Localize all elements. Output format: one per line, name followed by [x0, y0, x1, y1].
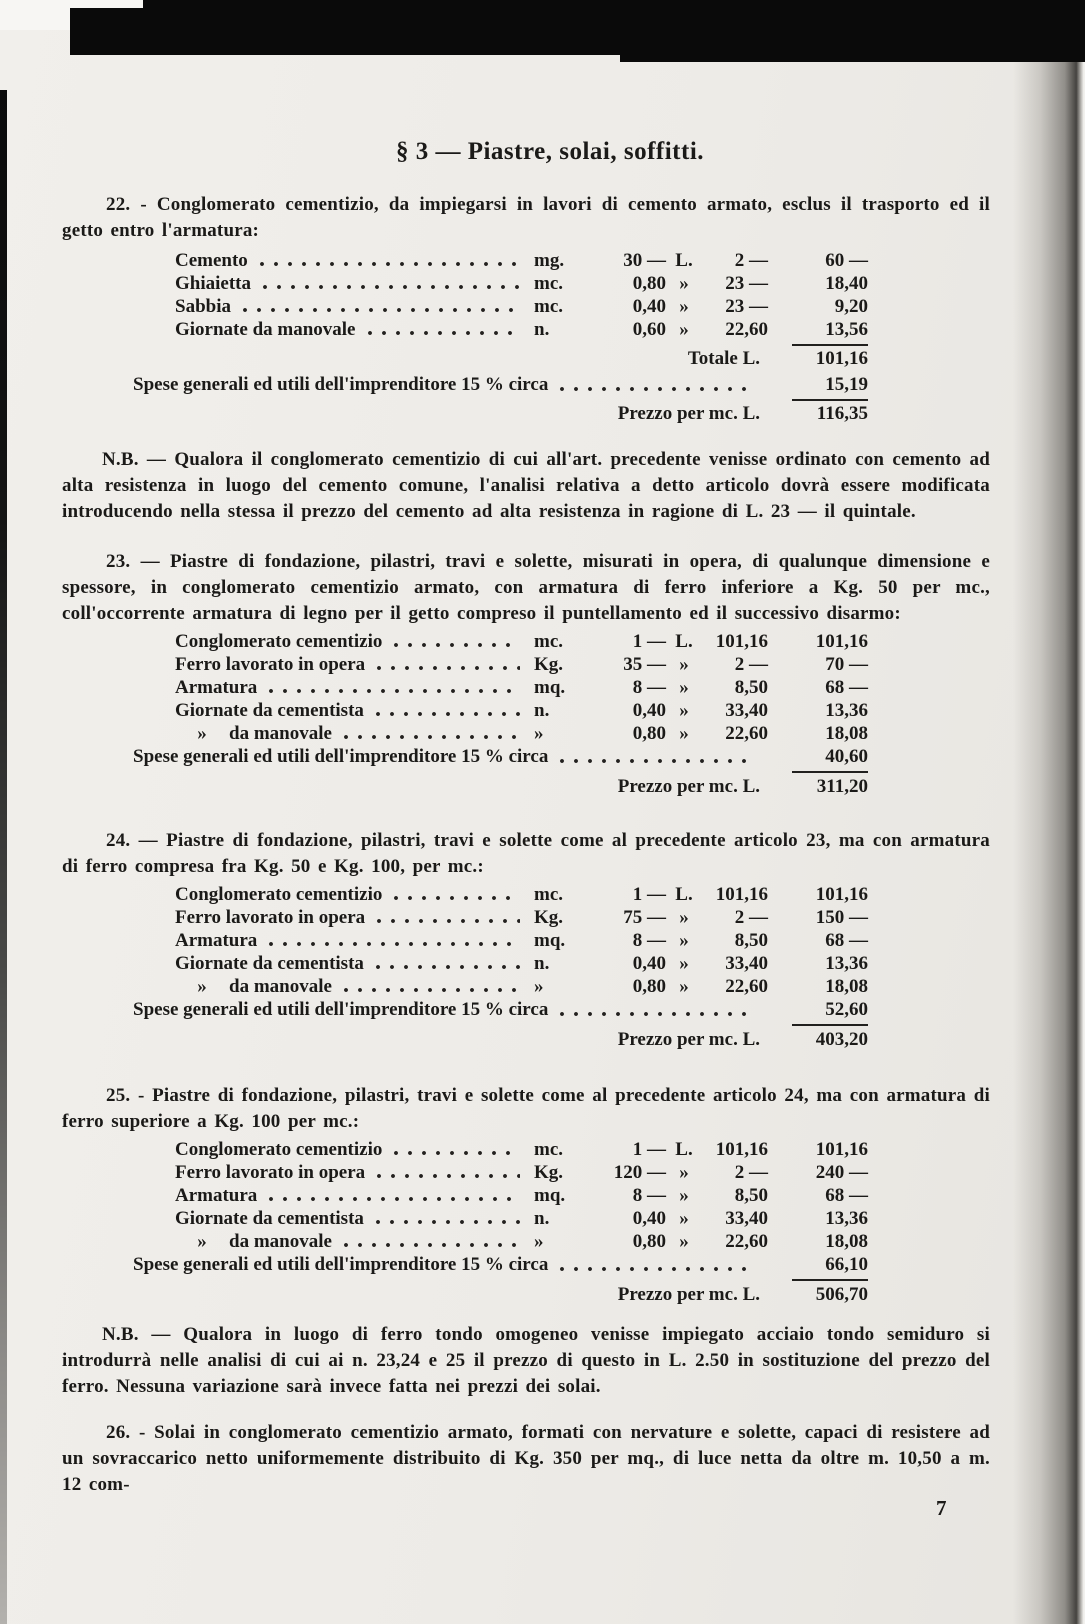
cost-row [175, 1185, 868, 1208]
item-label: Giornate da cementista [175, 700, 364, 721]
currency-mark: » [679, 319, 689, 340]
unit: mg. [534, 250, 565, 271]
prezzo-value: 506,70 [815, 1284, 868, 1305]
totale-label: Totale L. [687, 348, 760, 369]
article-25-table [175, 1139, 868, 1254]
currency-mark: » [679, 1231, 689, 1252]
overhead-label: Spese generali ed utili dell'imprenditore 15 % circa [133, 1254, 549, 1275]
unit-price: 2 — [734, 907, 768, 928]
amount: 13,36 [825, 700, 868, 721]
item-label: Conglomerato cementizio [175, 1139, 383, 1160]
currency-mark: » [679, 907, 689, 928]
quantity: 0,40 [632, 1208, 666, 1229]
amount: 60 — [825, 250, 868, 271]
quantity: 0,40 [632, 296, 666, 317]
currency-mark: L. [675, 1139, 693, 1160]
item-label: Ferro lavorato in opera [175, 1162, 366, 1183]
dot-leader [243, 308, 520, 312]
unit-price: 33,40 [725, 953, 768, 974]
dot-leader [368, 331, 521, 335]
unit-price: 22,60 [725, 723, 768, 744]
ditto-mark: » [197, 976, 207, 997]
scan-top-band [620, 54, 1085, 62]
currency-mark: » [679, 677, 689, 698]
cost-row [175, 1208, 868, 1231]
scan-top-band [70, 8, 1085, 55]
dot-leader [560, 1267, 754, 1271]
dot-leader [560, 1012, 754, 1016]
quantity: 30 — [623, 250, 666, 271]
dot-leader [394, 896, 520, 900]
dot-leader [394, 643, 520, 647]
cost-row [175, 976, 868, 999]
unit-price: 8,50 [734, 677, 768, 698]
prezzo-label: Prezzo per mc. L. [617, 1029, 760, 1050]
amount: 101,16 [815, 884, 868, 905]
currency-mark: » [679, 1208, 689, 1229]
dot-leader [376, 1220, 520, 1224]
unit: mc. [534, 631, 564, 652]
unit-price: 2 — [734, 250, 768, 271]
quantity: 0,60 [632, 319, 666, 340]
dot-leader [394, 1151, 520, 1155]
dot-leader [376, 712, 520, 716]
quantity: 0,40 [632, 700, 666, 721]
cost-row [175, 677, 868, 700]
quantity: 0,40 [632, 953, 666, 974]
cost-row [175, 1139, 868, 1162]
unit-price: 33,40 [725, 700, 768, 721]
cost-row [175, 654, 868, 677]
prezzo-value: 116,35 [816, 403, 868, 424]
item-label: Conglomerato cementizio [175, 884, 383, 905]
amount: 70 — [825, 654, 868, 675]
currency-mark: L. [675, 250, 693, 271]
unit: mc. [534, 296, 564, 317]
scan-left-edge [0, 90, 7, 1624]
overhead-label: Spese generali ed utili dell'imprenditore 15 % circa [133, 374, 549, 395]
amount: 18,40 [825, 273, 868, 294]
amount: 68 — [825, 1185, 868, 1206]
unit-price: 23 — [725, 296, 768, 317]
currency-mark: » [679, 700, 689, 721]
dot-leader [560, 387, 754, 391]
prezzo-row [62, 403, 868, 427]
ditto-mark: » [197, 723, 207, 744]
unit: Kg. [534, 1162, 564, 1183]
unit: mq. [534, 930, 566, 951]
unit: mc. [534, 273, 564, 294]
item-label: Armatura [175, 930, 258, 951]
item-label: Conglomerato cementizio [175, 631, 383, 652]
cost-row [175, 700, 868, 723]
unit: mq. [534, 677, 566, 698]
totale-row [62, 348, 868, 372]
scan-right-edge [1013, 0, 1085, 1624]
overhead-value: 15,19 [768, 374, 868, 396]
article-23-intro: 23. — Piastre di fondazione, pilastri, travi e solette, misurati in opera, di qualunque dimensione e spessore, in conglomerato cementizio armato, con armatura di ferro inferiore a Kg. 50 per mc., coll'occorrente armatura di legno per il getto compreso il puntellamento ed il successivo disarmo: [62, 551, 990, 624]
prezzo-row [62, 776, 868, 800]
quantity: 8 — [632, 930, 666, 951]
quantity: 8 — [632, 1185, 666, 1206]
unit: Kg. [534, 654, 564, 675]
prezzo-row [62, 1284, 868, 1308]
amount: 13,36 [825, 1208, 868, 1229]
item-label: Sabbia [175, 296, 231, 317]
item-label: Cemento [175, 250, 248, 271]
amount: 101,16 [815, 631, 868, 652]
currency-mark: » [679, 654, 689, 675]
page-number: 7 [936, 1496, 947, 1520]
cost-row [175, 631, 868, 654]
quantity: 0,80 [632, 723, 666, 744]
article-26-intro: 26. - Solai in conglomerato cementizio armato, formati con nervature e solette, capaci di resistere ad un sovraccarico netto uniformemente distribuito di Kg. 350 per mq., di luce netta da oltre m. 10,50 a m. 12 com- [62, 1422, 990, 1495]
dot-leader [560, 759, 754, 763]
ditto-mark: » [197, 1231, 207, 1252]
cost-row [175, 319, 868, 342]
article-22-intro: 22. - Conglomerato cementizio, da impiegarsi in lavori di cemento armato, esclus il trasporto ed il getto entro l'armatura: [62, 194, 990, 241]
unit-price: 2 — [734, 1162, 768, 1183]
cost-row [175, 273, 868, 296]
item-label: Giornate da cementista [175, 1208, 364, 1229]
amount: 68 — [825, 677, 868, 698]
amount: 240 — [815, 1162, 868, 1183]
prezzo-value: 311,20 [816, 776, 868, 797]
dot-leader [376, 965, 520, 969]
unit: mc. [534, 1139, 564, 1160]
cost-row [175, 907, 868, 930]
amount: 150 — [815, 907, 868, 928]
unit-price: 8,50 [734, 930, 768, 951]
item-label: Giornate da cementista [175, 953, 364, 974]
article-24-intro: 24. — Piastre di fondazione, pilastri, travi e solette come al precedente articolo 23, ma con armatura di ferro compresa fra Kg. 50 e Kg. 100, per mc.: [62, 830, 990, 877]
page-content [0, 138, 1085, 1498]
unit-price: 22,60 [725, 319, 768, 340]
article-22-table [175, 250, 868, 342]
item-label: Ferro lavorato in opera [175, 654, 366, 675]
dot-leader [344, 1243, 520, 1247]
quantity: 0,80 [632, 976, 666, 997]
amount: 68 — [825, 930, 868, 951]
overhead-label: Spese generali ed utili dell'imprenditore 15 % circa [133, 999, 549, 1020]
overhead-row [133, 374, 868, 398]
item-label: da manovale [229, 723, 332, 744]
currency-mark: » [679, 1185, 689, 1206]
currency-mark: » [679, 1162, 689, 1183]
item-label: Giornate da manovale [175, 319, 356, 340]
overhead-row [133, 999, 868, 1023]
unit: mc. [534, 884, 564, 905]
overhead-value: 66,10 [768, 1254, 868, 1276]
unit-price: 101,16 [715, 884, 768, 905]
amount: 18,08 [825, 1231, 868, 1252]
unit: n. [534, 1208, 550, 1229]
unit-price: 22,60 [725, 1231, 768, 1252]
unit: » [534, 723, 544, 744]
dot-leader [263, 285, 520, 289]
currency-mark: » [679, 723, 689, 744]
unit: n. [534, 700, 550, 721]
item-label: Ghiaietta [175, 273, 251, 294]
unit-price: 23 — [725, 273, 768, 294]
article-23-table [175, 631, 868, 746]
overhead-label: Spese generali ed utili dell'imprenditore 15 % circa [133, 746, 549, 767]
unit: mq. [534, 1185, 566, 1206]
nota-bene-2: N.B. — Qualora in luogo di ferro tondo omogeneo venisse impiegato acciaio tondo semiduro si introdurrà nelle analisi di cui ai n. 23,24 e 25 il prezzo di questo in L. 2.50 in sostituzione del prezzo del ferro. Nessuna variazione sarà invece fatta nei prezzi dei solai. [62, 1324, 990, 1397]
nota-bene-1: N.B. — Qualora il conglomerato cementizio di cui all'art. precedente venisse ordinato con cemento ad alta resistenza in luogo del cemento comune, l'analisi relativa a detto articolo dovrà essere modificata introducendo nella stessa il prezzo del cemento ad alta resistenza in ragione di L. 23 — il quintale. [62, 449, 990, 522]
amount: 13,56 [768, 319, 868, 341]
cost-row [175, 296, 868, 319]
overhead-value: 40,60 [768, 746, 868, 768]
article-25-intro: 25. - Piastre di fondazione, pilastri, travi e solette come al precedente articolo 24, ma con armatura di ferro superiore a Kg. 100 per mc.: [62, 1085, 990, 1132]
unit-price: 2 — [734, 654, 768, 675]
quantity: 0,80 [632, 273, 666, 294]
currency-mark: » [679, 976, 689, 997]
amount: 9,20 [834, 296, 868, 317]
amount: 13,36 [825, 953, 868, 974]
dot-leader [377, 1174, 520, 1178]
dot-leader [377, 919, 520, 923]
cost-row [175, 723, 868, 746]
unit: Kg. [534, 907, 564, 928]
item-label: Armatura [175, 1185, 258, 1206]
cost-row [175, 250, 868, 273]
item-label: da manovale [229, 1231, 332, 1252]
currency-mark: L. [675, 631, 693, 652]
currency-mark: » [679, 930, 689, 951]
dot-leader [269, 689, 520, 693]
totale-value: 101,16 [815, 348, 868, 369]
unit-price: 8,50 [734, 1185, 768, 1206]
unit: » [534, 1231, 544, 1252]
prezzo-value: 403,20 [815, 1029, 868, 1050]
dot-leader [377, 666, 520, 670]
quantity: 0,80 [632, 1231, 666, 1252]
prezzo-label: Prezzo per mc. L. [617, 776, 760, 797]
dot-leader [269, 1197, 520, 1201]
prezzo-label: Prezzo per mc. L. [617, 1284, 760, 1305]
currency-mark: » [679, 273, 689, 294]
article-24-table [175, 884, 868, 999]
cost-row [175, 953, 868, 976]
dot-leader [344, 988, 520, 992]
currency-mark: » [679, 953, 689, 974]
unit: » [534, 976, 544, 997]
prezzo-label: Prezzo per mc. L. [617, 403, 760, 424]
item-label: Ferro lavorato in opera [175, 907, 366, 928]
cost-row [175, 1231, 868, 1254]
unit: n. [534, 953, 550, 974]
unit-price: 101,16 [715, 1139, 768, 1160]
dot-leader [269, 942, 520, 946]
quantity: 1 — [632, 884, 666, 905]
overhead-row [133, 746, 868, 770]
quantity: 120 — [613, 1162, 666, 1183]
quantity: 8 — [632, 677, 666, 698]
quantity: 1 — [632, 1139, 666, 1160]
overhead-row [133, 1254, 868, 1278]
unit-price: 33,40 [725, 1208, 768, 1229]
quantity: 1 — [632, 631, 666, 652]
currency-mark: » [679, 296, 689, 317]
overhead-value: 52,60 [768, 999, 868, 1021]
amount: 18,08 [825, 723, 868, 744]
quantity: 75 — [623, 907, 666, 928]
page-title: § 3 — Piastre, solai, soffitti. [395, 138, 705, 165]
dot-leader [344, 735, 520, 739]
quantity: 35 — [623, 654, 666, 675]
currency-mark: L. [675, 884, 693, 905]
item-label: da manovale [229, 976, 332, 997]
dot-leader [260, 262, 520, 266]
prezzo-row [62, 1029, 868, 1053]
unit-price: 22,60 [725, 976, 768, 997]
amount: 101,16 [815, 1139, 868, 1160]
cost-row [175, 930, 868, 953]
cost-row [175, 884, 868, 907]
unit: n. [534, 319, 550, 340]
amount: 18,08 [825, 976, 868, 997]
item-label: Armatura [175, 677, 258, 698]
cost-row [175, 1162, 868, 1185]
unit-price: 101,16 [715, 631, 768, 652]
